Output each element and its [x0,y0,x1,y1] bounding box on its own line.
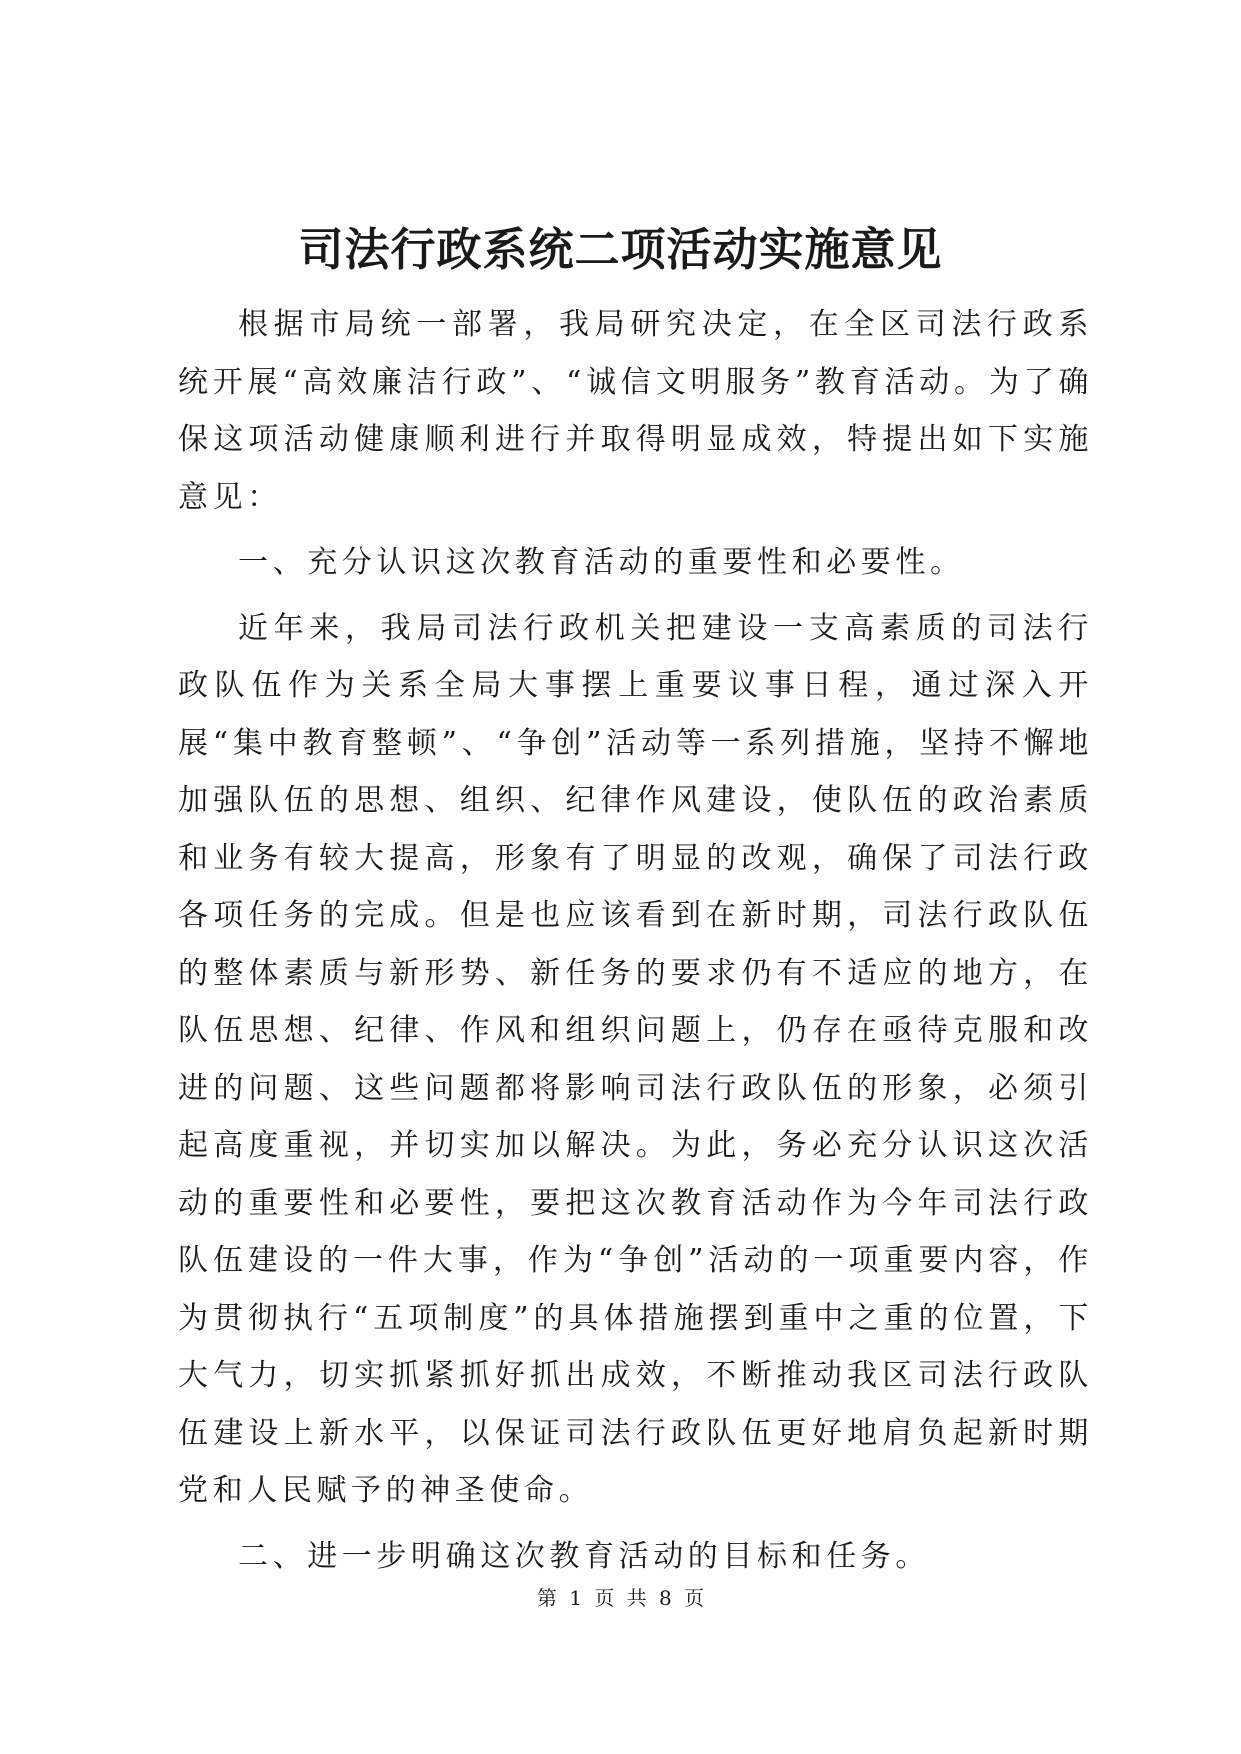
section-heading-2: 二、进一步明确这次教育活动的目标和任务。 [238,1538,930,1574]
document-title: 司法行政系统二项活动实施意见 [298,223,943,276]
page-number-footer: 第 1 页 共 8 页 [536,1586,705,1610]
intro-paragraph: 根据市局统一部署，我局研究决定，在全区司法行政系统开展“高效廉洁行政”、“诚信文明服务”教育活动。为了确保这项活动健康顺利进行并取得明显成效，特提出如下实施意见： [178,307,1093,515]
body-paragraph: 近年来，我局司法行政机关把建设一支高素质的司法行政队伍作为关系全局大事摆上重要议事日程，通过深入开展“集中教育整顿”、“争创”活动等一系列措施，坚持不懈地加强队伍的思想、组织、纪律作风建设，使队伍的政治素质和业务有较大提高，形象有了明显的改观，确保了司法行政各项任务的完成。但是也应该看到在新时期，司法行政队伍的整体素质与新形势、新任务的要求仍有不适应的地方，在队伍思想、纪律、作风和组织问题上，仍存在亟待克服和改进的问题、这些问题都将影响司法行政队伍的形象，必须引起高度重视，并切实加以解决。为此，务必充分认识这次活动的重要性和必要性，要把这次教育活动作为今年司法行政队伍建设的一件大事，作为“争创”活动的一项重要内容，作为贯彻执行“五项制度”的具体措施摆到重中之重的位置，下大气力，切实抓紧抓好抓出成效，不断推动我区司法行政队伍建设上新水平，以保证司法行政队伍更好地肩负起新时期党和人民赋予的神圣使命。 [178,610,1093,1508]
document-body [178,296,1093,1593]
section-heading-1: 一、充分认识这次教育活动的重要性和必要性。 [238,545,965,580]
